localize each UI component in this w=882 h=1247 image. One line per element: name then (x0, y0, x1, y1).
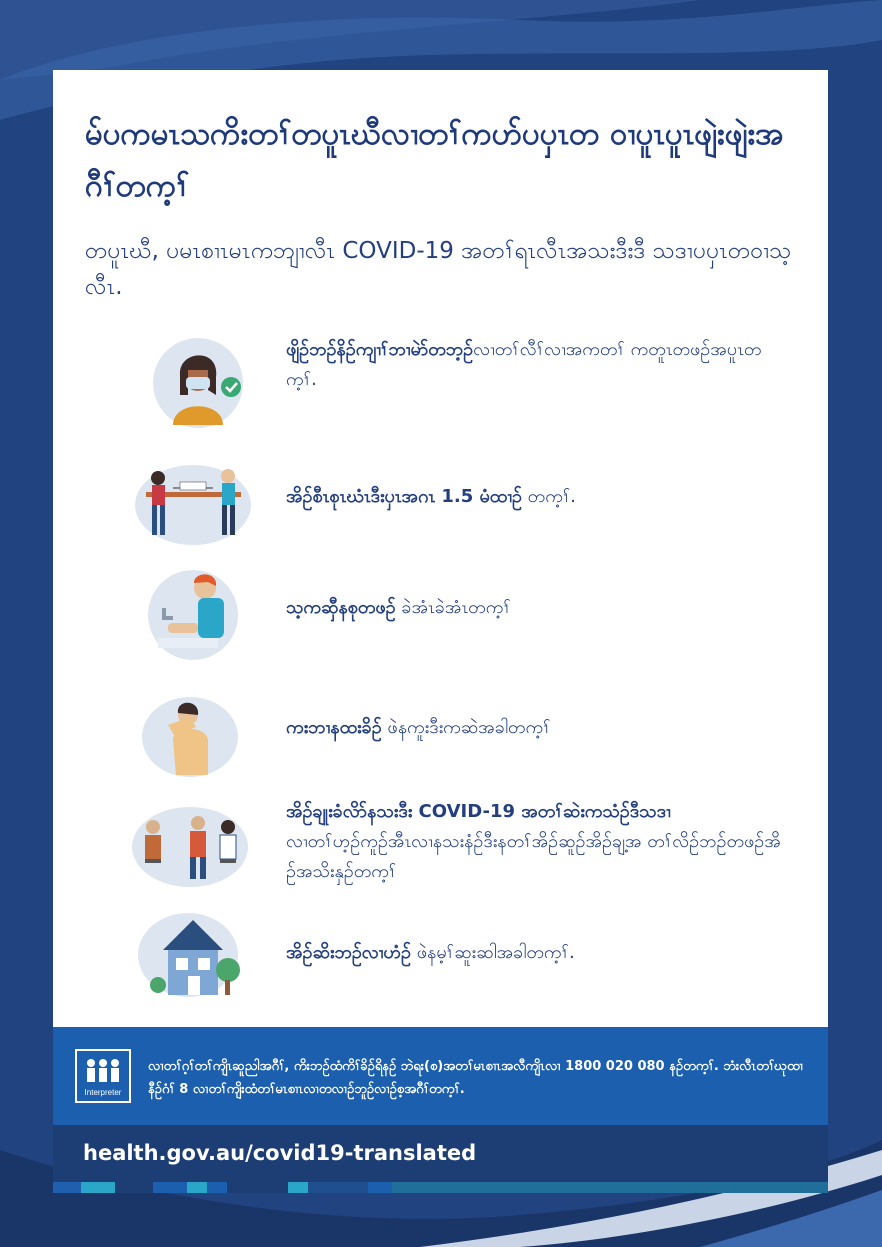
footer-text: လၢတၢ်ဂ့ၢ်တၢ်ကျိၤဆူညါအဂီၢ်, ကိးဘဉ်ထံကိၢ်ခိဉ်ရိနဉ် ဘဲရး(စ)အတၢ်မၤစၢၤအလီကျိၤလၢ 1800 020 080 နဉ်တက့ၢ်. ဘံးလီၤတၢ်ဃုထၢ နီဉ်ဂံၢ် 8 လၢတၢ်ကျိးထံတၢ်မၤစၢၤလၢတလၢဉ်ဘူဉ်လၢဉ်စ့အဂီၢ်တက့ၢ်. (148, 1059, 803, 1097)
tip-text (286, 938, 786, 968)
tip-distance (128, 460, 808, 550)
tip-text (286, 482, 786, 512)
tip-text (286, 593, 786, 623)
tip-stay-home (128, 910, 808, 1000)
tip-bold: သ့ကဆှီနစုတဖဉ် (286, 597, 396, 618)
tip-text (286, 713, 786, 743)
url-bar (53, 1125, 828, 1182)
tip-text (286, 797, 786, 887)
tip-rest: တက့ၢ်. (521, 486, 577, 507)
footer-interpreter-info (53, 1027, 828, 1125)
website-link[interactable]: health.gov.au/covid19-translated (83, 1141, 477, 1165)
tip-bold: အိဉ်ဆိးဘဉ်လၢဟံဉ် (286, 942, 412, 963)
tip-face-mask (128, 335, 808, 425)
interpreter-icon (75, 1049, 131, 1103)
vaccine-icon (128, 797, 253, 892)
poster-subtitle: တပူၤဃီ, ပမၤစၢၤမၤကဘျၢလီၤ COVID-19 အတၢ်ရၤလီၤအသးဒီးဒီ သဒၢပပှၤတဝၢသ့လီၤ. (85, 238, 792, 300)
tip-rest: လၢတၢ်ဟ့ဉ်ကူဉ်အီၤလၢနသးနံဉ်ဒီးနတၢ်အိဉ်ဆူဉ်အိဉ်ချ့အ တၢ်လိဉ်ဘဉ်တဖဉ်အိဉ်အသိးနှဉ်တက့ၢ် (286, 831, 781, 882)
tip-bold: ကးဘၢနထးခိဉ် (286, 717, 382, 738)
hand-washing-icon (128, 568, 253, 663)
social-distance-icon (128, 460, 253, 555)
tip-vaccine (128, 797, 808, 887)
tip-bold: အိဉ်ချုးခံလိာ်နသးဒီး COVID-19 အတၢ်ဆဲးကသံဉ်ဒီသဒၢ (286, 801, 671, 822)
tip-cough (128, 695, 808, 785)
tip-rest: လၢတၢ်လီၢ်လၢအကတၢ် ကတူၤတဖဉ်အပူၤတက့ၢ်. (286, 339, 762, 390)
tip-bold: အိဉ်စီၤစုၤဃံၤဒီးပှၤအဂၤ 1.5 မံထၢဉ် (286, 486, 522, 507)
tip-rest: ဖဲနကူးဒီးကဆဲအခါတက့ၢ် (381, 717, 551, 738)
cough-elbow-icon (128, 695, 253, 790)
tip-rest: ခဲအံၤခဲအံၤတက့ၢ် (395, 597, 511, 618)
interpreter-label: Interpreter (84, 1088, 122, 1097)
tip-rest: ဖဲနမ့ၢ်ဆူးဆါအခါတက့ၢ်. (411, 942, 575, 963)
tip-hand-washing (128, 568, 808, 658)
stay-home-icon (128, 910, 253, 1005)
tip-text (286, 335, 786, 395)
poster-title: မ်ပကမၤသကိးတၢ်တပူၤဃီလၢတၢ်ကဟ်ပပှၤတ ဝၢပူၤပူၤဖျဲးဖျဲးအဂီၢ်တက့ၢ် (85, 116, 784, 204)
decorative-stripe (53, 1182, 828, 1193)
poster-card (53, 70, 828, 1027)
tip-bold: ဖျိဉ်ဘဉ်နိဉ်ကျၢၢ်ဘၢမဲာ်တဘ့ဉ် (286, 339, 474, 360)
face-mask-icon (128, 335, 253, 430)
